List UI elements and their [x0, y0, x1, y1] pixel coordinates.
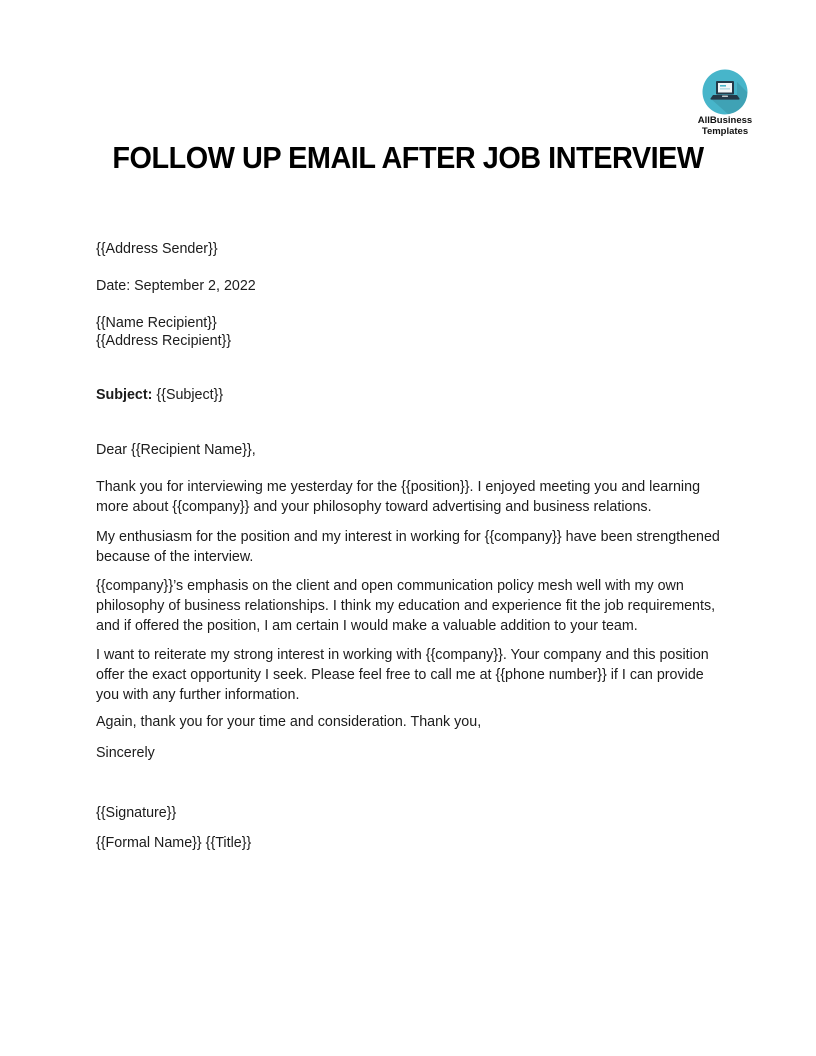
thanks-line: Again, thank you for your time and consideration. Thank you, — [96, 714, 482, 730]
greeting-line: Dear {{Recipient Name}}, — [96, 442, 256, 458]
logo-brand-line1: AllBusiness — [697, 115, 753, 126]
body-paragraph-4: I want to reiterate my strong interest in working with {{company}}. Your company and this position offer the exact opportunity I seek. Please feel free to call me at {{phone number}} if I can provide you with any further information. — [96, 647, 709, 703]
address-sender-line: {{Address Sender}} — [96, 241, 218, 257]
laptop-icon — [702, 69, 748, 115]
signature-line: {{Signature}} — [96, 805, 177, 821]
closing-line: Sincerely — [96, 745, 155, 761]
allbusiness-templates-logo — [696, 69, 754, 137]
formal-name-title-line: {{Formal Name}} {{Title}} — [96, 835, 252, 851]
document-title: FOLLOW UP EMAIL AFTER JOB INTERVIEW — [112, 140, 704, 175]
subject-value: {{Subject}} — [156, 387, 224, 403]
logo-brand-text — [696, 116, 754, 137]
date-line: Date: September 2, 2022 — [96, 278, 256, 294]
logo-brand-line2: Templates — [701, 125, 749, 137]
body-paragraph-1: Thank you for interviewing me yesterday for the {{position}}. I enjoyed meeting you and learning more about {{company}} and your philosophy toward advertising and business relations. — [96, 479, 701, 515]
address-recipient-line: {{Address Recipient}} — [96, 333, 232, 349]
name-recipient-line: {{Name Recipient}} — [96, 315, 217, 331]
body-paragraph-2: My enthusiasm for the position and my interest in working for {{company}} have been strengthened because of the interview. — [96, 529, 720, 565]
subject-line — [96, 385, 728, 405]
subject-label: Subject: — [96, 387, 153, 403]
body-paragraph-3: {{company}}’s emphasis on the client and open communication policy mesh well with my own philosophy of business relationships. I think my education and experience fit the job requirements, and if offered the position, I am certain I would make a valuable addition to your team. — [96, 578, 716, 634]
